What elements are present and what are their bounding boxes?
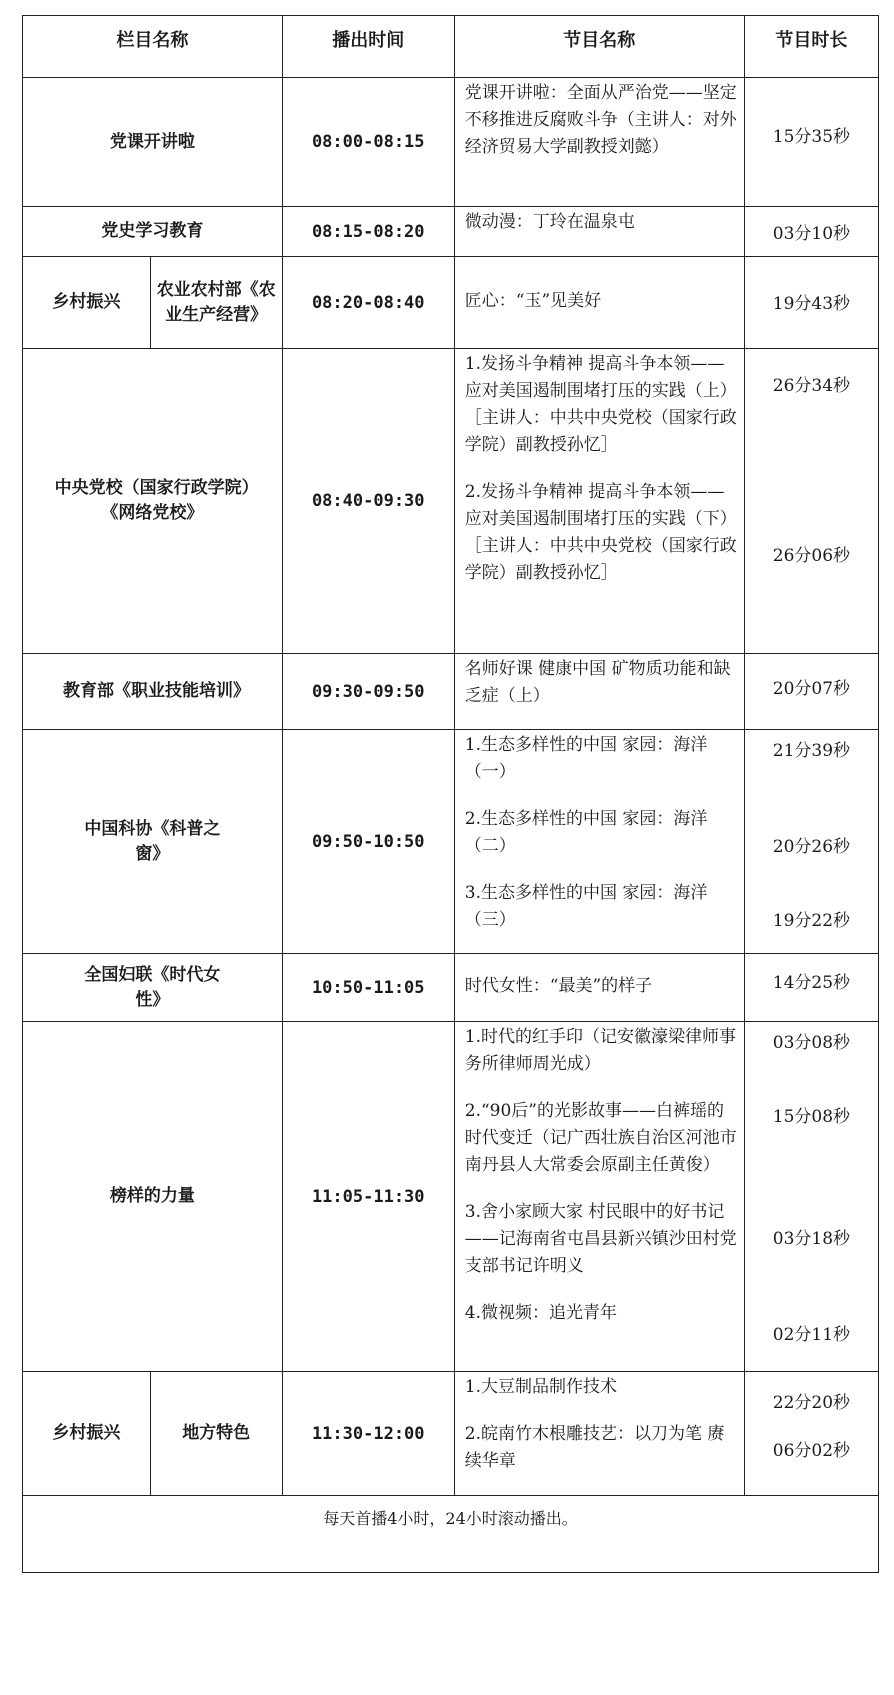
duration-item: 19分43秒 <box>772 294 851 314</box>
table-row <box>23 257 879 349</box>
row-time: 10:50-11:05 <box>282 954 454 1022</box>
program-item: 4.微视频：追光青年 <box>464 1303 617 1323</box>
duration-item: 26分06秒 <box>772 546 851 566</box>
schedule-table <box>22 15 879 1573</box>
row-program <box>454 654 744 730</box>
table-row <box>23 730 879 954</box>
duration-item: 14分25秒 <box>772 973 851 993</box>
footer-row <box>23 1496 879 1573</box>
row-duration <box>744 78 878 207</box>
duration-item: 03分10秒 <box>772 224 851 244</box>
duration-item: 03分08秒 <box>772 1033 851 1053</box>
row-time: 09:50-10:50 <box>282 730 454 954</box>
row-program <box>454 78 744 207</box>
row-sub-column-name: 地方特色 <box>150 1372 282 1496</box>
row-column-name: 全国妇联《时代女性》 <box>23 954 283 1022</box>
broadcast-note: 每天首播4小时，24小时滚动播出。 <box>23 1496 879 1573</box>
program-item: 党课开讲啦：全面从严治党——坚定不移推进反腐败斗争（主讲人：对外经济贸易大学副教授刘懿） <box>464 83 737 157</box>
program-item: 时代女性：“最美”的样子 <box>464 976 653 996</box>
row-duration <box>744 654 878 730</box>
program-item: 2.发扬斗争精神 提高斗争本领——应对美国遏制围堵打压的实践（下）［主讲人：中共中央党校（国家行政学院）副教授孙忆］ <box>464 482 737 583</box>
program-item: 1.时代的红手印（记安徽濠梁律师事务所律师周光成） <box>464 1027 736 1074</box>
row-time: 08:20-08:40 <box>282 257 454 349</box>
program-item: 1.大豆制品制作技术 <box>464 1377 617 1397</box>
row-program <box>454 1372 744 1496</box>
row-sub-column-name: 农业农村部《农业生产经营》 <box>150 257 282 349</box>
table-row <box>23 1022 879 1372</box>
program-item: 3.舍小家顾大家 村民眼中的好书记——记海南省屯昌县新兴镇沙田村党支部书记许明义 <box>464 1202 737 1276</box>
header-column-name: 栏目名称 <box>23 16 283 78</box>
table-row <box>23 349 879 654</box>
row-program <box>454 257 744 349</box>
row-column-name: 榜样的力量 <box>23 1022 283 1372</box>
header-row <box>23 16 879 78</box>
duration-item: 20分26秒 <box>772 837 851 857</box>
row-time: 11:05-11:30 <box>282 1022 454 1372</box>
duration-item: 19分22秒 <box>772 911 851 931</box>
table-row <box>23 654 879 730</box>
header-broadcast-time: 播出时间 <box>282 16 454 78</box>
row-time: 11:30-12:00 <box>282 1372 454 1496</box>
program-item: 2.“90后”的光影故事——白裤瑶的时代变迁（记广西壮族自治区河池市南丹县人大常委会原副主任黄俊） <box>464 1101 737 1175</box>
row-column-name: 教育部《职业技能培训》 <box>23 654 283 730</box>
table-row <box>23 1372 879 1496</box>
duration-item: 20分07秒 <box>772 679 851 699</box>
row-duration <box>744 257 878 349</box>
table-row <box>23 207 879 257</box>
row-column-name: 中央党校（国家行政学院）《网络党校》 <box>23 349 283 654</box>
row-column-name: 乡村振兴 <box>23 1372 151 1496</box>
program-item: 2.生态多样性的中国 家园：海洋（二） <box>464 809 708 856</box>
program-item: 3.生态多样性的中国 家园：海洋（三） <box>464 883 708 930</box>
table-row <box>23 78 879 207</box>
row-column-name: 乡村振兴 <box>23 257 151 349</box>
row-program <box>454 207 744 257</box>
duration-item: 06分02秒 <box>772 1441 851 1461</box>
row-program <box>454 1022 744 1372</box>
row-duration <box>744 954 878 1022</box>
row-time: 08:15-08:20 <box>282 207 454 257</box>
program-item: 匠心：“玉”见美好 <box>464 291 602 311</box>
row-column-name: 中国科协《科普之窗》 <box>23 730 283 954</box>
duration-item: 21分39秒 <box>772 741 851 761</box>
program-item: 2.皖南竹木根雕技艺：以刀为笔 赓续华章 <box>464 1424 725 1471</box>
duration-item: 26分34秒 <box>772 376 851 396</box>
row-program <box>454 730 744 954</box>
row-time: 08:00-08:15 <box>282 78 454 207</box>
table-row <box>23 954 879 1022</box>
duration-item: 22分20秒 <box>772 1393 851 1413</box>
row-time: 09:30-09:50 <box>282 654 454 730</box>
duration-item: 15分08秒 <box>772 1107 851 1127</box>
program-item: 微动漫：丁玲在温泉屯 <box>464 212 635 232</box>
row-duration <box>744 349 878 654</box>
header-program-name: 节目名称 <box>454 16 744 78</box>
duration-item: 03分18秒 <box>772 1229 851 1249</box>
row-duration <box>744 1372 878 1496</box>
duration-item: 02分11秒 <box>772 1325 851 1345</box>
duration-item: 15分35秒 <box>772 127 851 147</box>
row-program <box>454 349 744 654</box>
row-duration <box>744 207 878 257</box>
row-program <box>454 954 744 1022</box>
row-duration <box>744 1022 878 1372</box>
program-item: 1.生态多样性的中国 家园：海洋（一） <box>464 735 708 782</box>
header-duration: 节目时长 <box>744 16 878 78</box>
row-time: 08:40-09:30 <box>282 349 454 654</box>
row-duration <box>744 730 878 954</box>
row-column-name: 党史学习教育 <box>23 207 283 257</box>
program-item: 名师好课 健康中国 矿物质功能和缺乏症（上） <box>464 659 731 706</box>
program-item: 1.发扬斗争精神 提高斗争本领——应对美国遏制围堵打压的实践（上）［主讲人：中共中央党校（国家行政学院）副教授孙忆］ <box>464 354 737 455</box>
row-column-name: 党课开讲啦 <box>23 78 283 207</box>
